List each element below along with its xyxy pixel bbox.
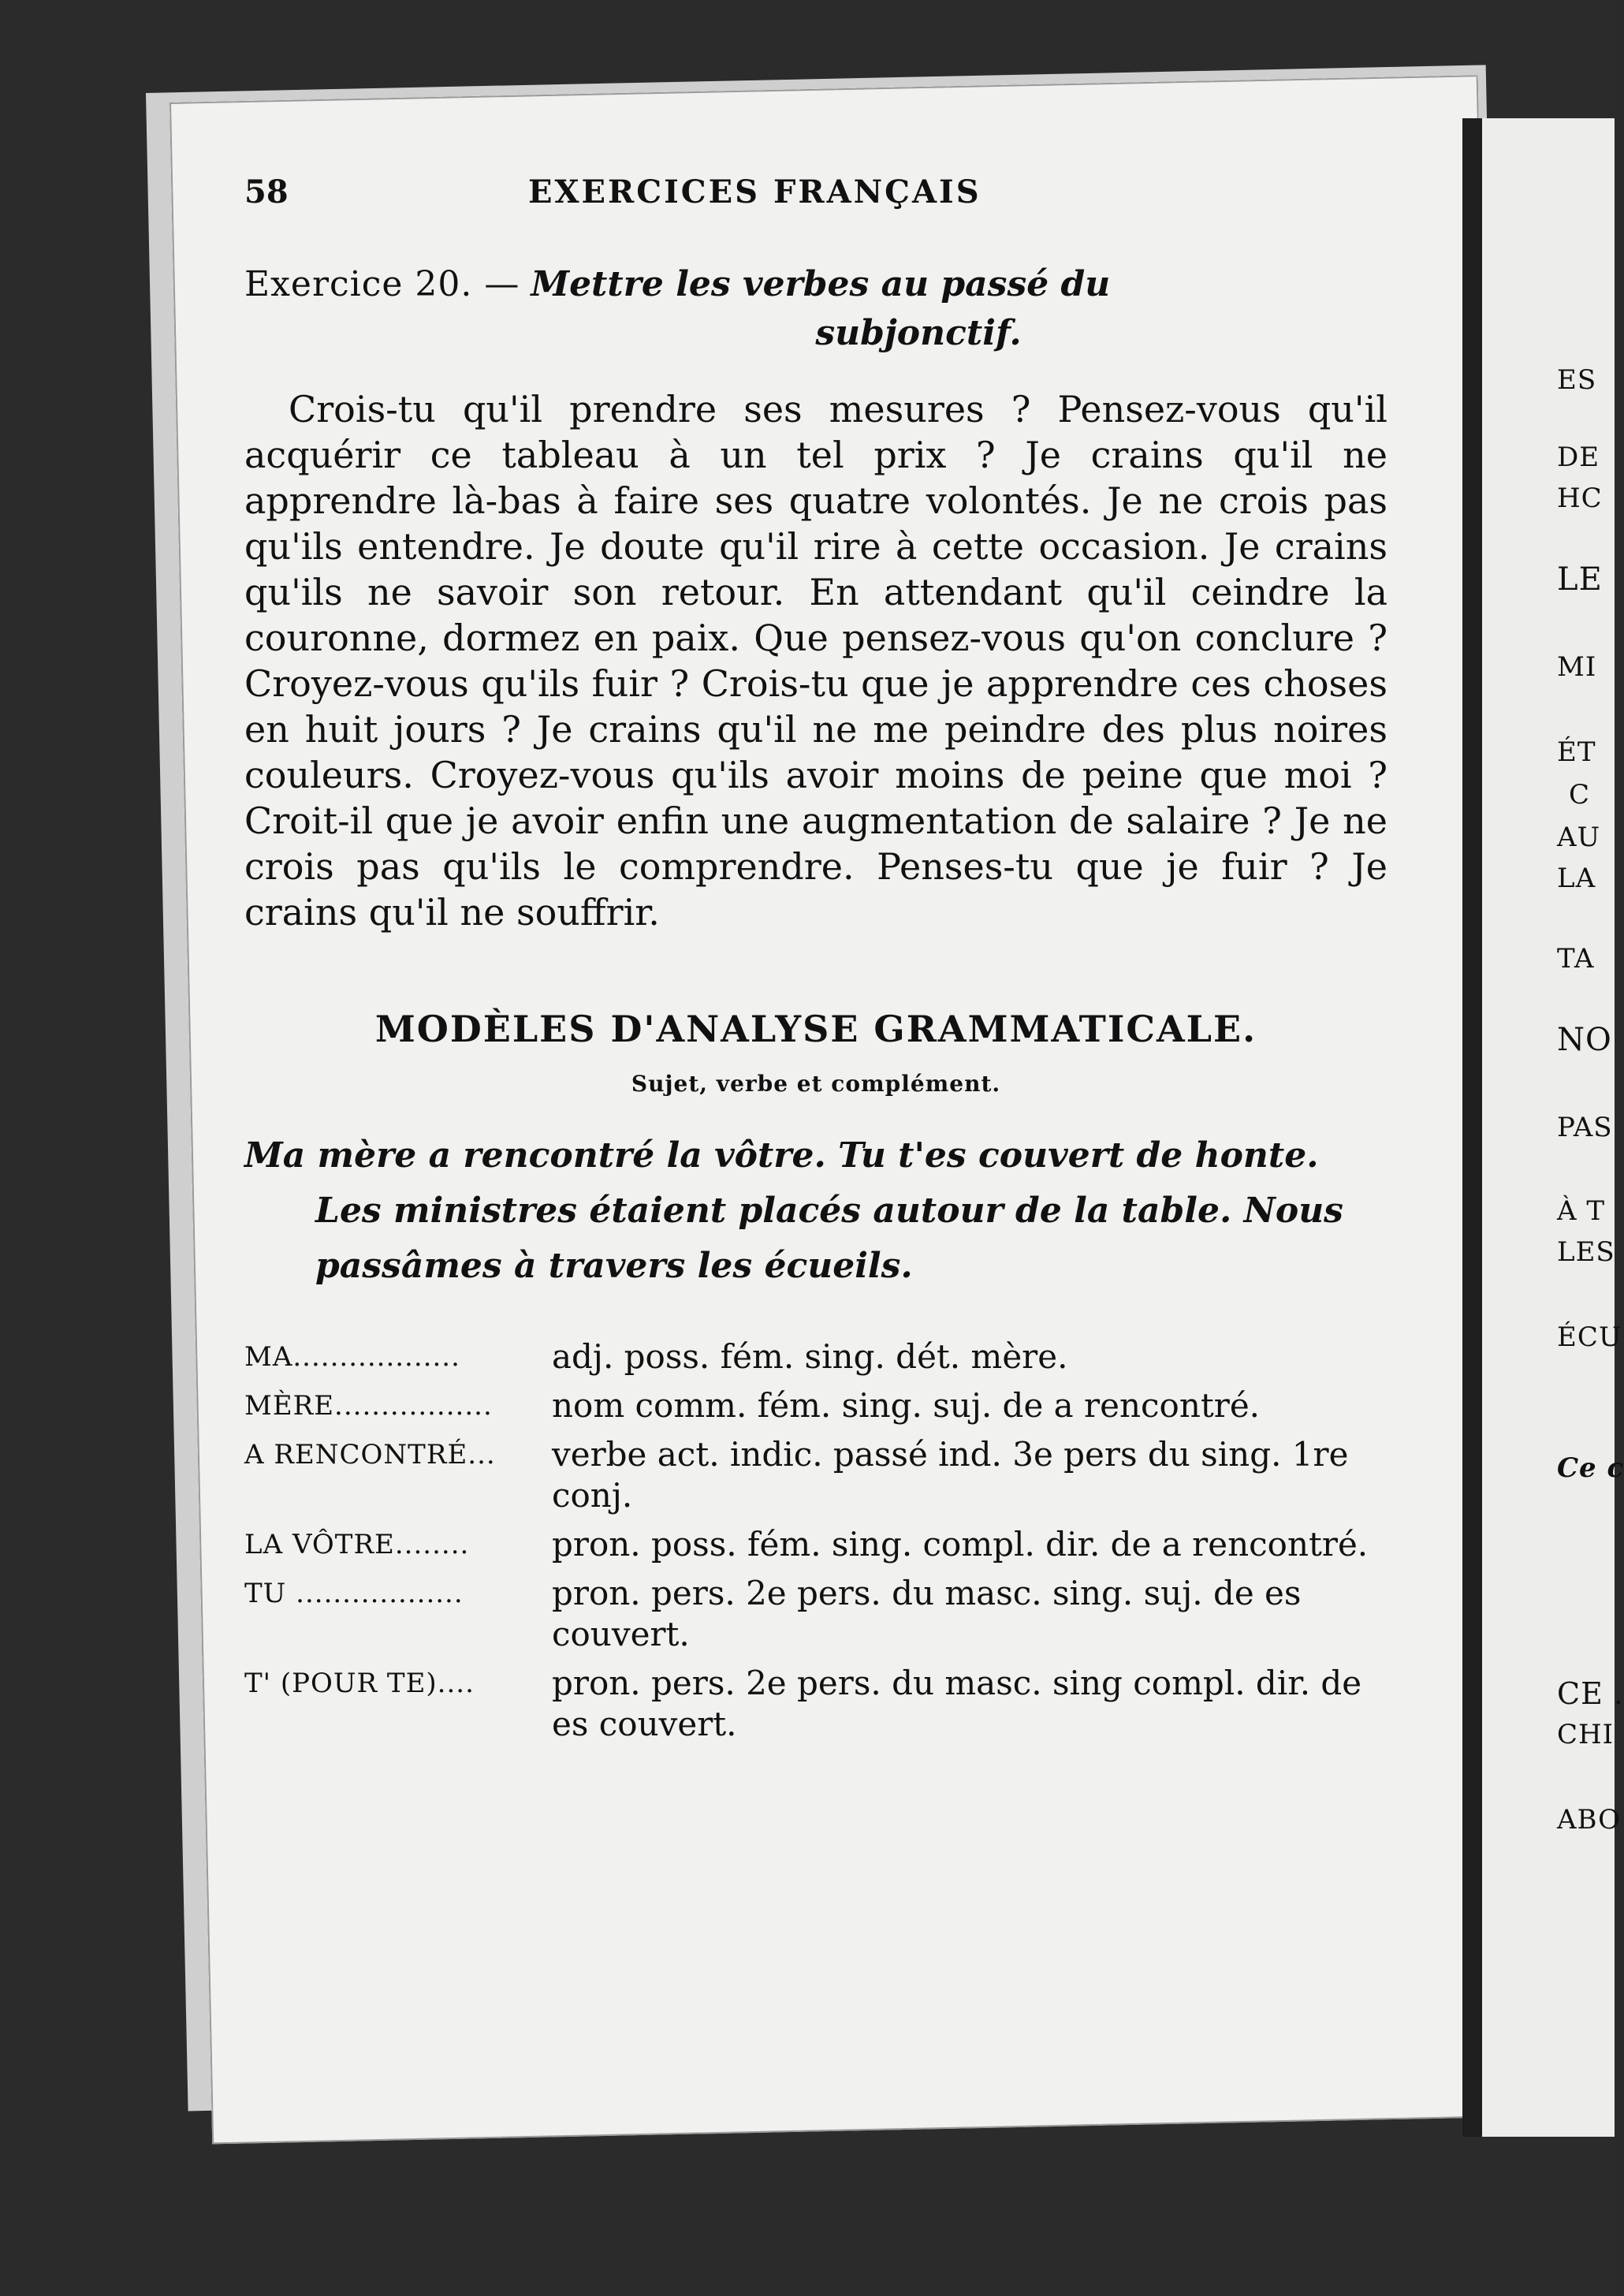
right-fragment: NO xyxy=(1557,1022,1612,1058)
analysis-row xyxy=(244,1434,1387,1516)
right-fragment: C xyxy=(1569,779,1591,811)
analysis-table xyxy=(244,1336,1387,1745)
right-fragment: ES xyxy=(1557,364,1597,396)
right-fragment: ABO xyxy=(1557,1804,1622,1836)
right-fragment: ÉCU xyxy=(1557,1321,1622,1353)
right-fragment: PAS xyxy=(1557,1112,1613,1143)
analysis-term: LA VÔTRE........ xyxy=(244,1529,470,1560)
running-header xyxy=(244,173,1387,252)
exercise-heading xyxy=(244,260,1387,358)
analysis-row xyxy=(244,1663,1387,1745)
right-fragment: CHI xyxy=(1557,1719,1615,1750)
analysis-row xyxy=(244,1336,1387,1377)
right-fragment: Ce c xyxy=(1557,1452,1624,1484)
analysis-row xyxy=(244,1385,1387,1426)
running-title: EXERCICES FRANÇAIS xyxy=(528,173,981,211)
analysis-definition: pron. poss. fém. sing. compl. dir. de a rencontré. xyxy=(552,1525,1369,1564)
right-fragment: LES xyxy=(1557,1236,1615,1268)
right-fragment: LA xyxy=(1557,863,1596,894)
analysis-definition: verbe act. indic. passé ind. 3e pers du sing. 1re conj. xyxy=(552,1435,1349,1515)
analysis-definition: nom comm. fém. sing. suj. de a rencontré. xyxy=(552,1386,1261,1425)
analysis-term: MA.................. xyxy=(244,1341,460,1373)
right-fragment: À T xyxy=(1557,1195,1606,1227)
analysis-definition: pron. pers. 2e pers. du masc. sing. suj. de es couvert. xyxy=(552,1574,1302,1653)
exercise-instruction: Mettre les verbes au passé du xyxy=(531,264,1111,304)
right-fragment: LE xyxy=(1557,561,1603,598)
exercise-text: Crois-tu qu'il prendre ses mesures ? Pensez-vous qu'il acquérir ce tableau à un tel prix ? Je crains qu'il ne apprendre là-bas à faire ses quatre volontés. Je ne crois pas qu'ils entendre. Je doute qu'il rire à cette occasion. Je crains qu'ils ne savoir son retour. En attendant qu'il ceindre la couronne, dormez en paix. Que pensez-vous qu'on conclure ? Croyez-vous qu'ils fuir ? Crois-tu que je apprendre ces choses en huit jours ? Je crains qu'il ne me peindre des plus noires couleurs. Croyez-vous qu'ils avoir moins de peine que moi ? Croit-il que je avoir enfin une augmentation de salaire ? Je ne crois pas qu'ils le comprendre. Penses-tu que je fuir ? Je crains qu'il ne souffrir. xyxy=(244,388,1387,934)
analysis-row xyxy=(244,1573,1387,1655)
page-content xyxy=(244,173,1387,1753)
page-number: 58 xyxy=(244,173,289,211)
right-fragment: MI xyxy=(1557,651,1597,683)
analysis-row xyxy=(244,1524,1387,1565)
analysis-definition: pron. pers. 2e pers. du masc. sing compl. dir. de es couvert. xyxy=(552,1664,1362,1743)
analysis-term: MÈRE................. xyxy=(244,1390,493,1422)
right-fragment: AU xyxy=(1557,822,1601,853)
right-fragment: DE xyxy=(1557,442,1600,473)
book-gutter xyxy=(1462,118,1484,2137)
exercise-label: Exercice 20. — xyxy=(244,264,520,304)
section-title: MODÈLES D'ANALYSE GRAMMATICALE. xyxy=(374,1008,1257,1050)
right-fragment: ÉT xyxy=(1557,736,1596,768)
analysis-term: T' (POUR TE).... xyxy=(244,1668,475,1699)
analysis-term: A RENCONTRÉ... xyxy=(244,1439,496,1470)
exercise-instruction-cont: subjonctif. xyxy=(815,313,1022,353)
right-fragment: TA xyxy=(1557,943,1595,975)
analysis-term: TU .................. xyxy=(244,1578,464,1609)
analysis-definition: adj. poss. fém. sing. dét. mère. xyxy=(552,1337,1068,1376)
right-fragment: CE . xyxy=(1557,1676,1624,1711)
section-subtitle: Sujet, verbe et complément. xyxy=(631,1071,1001,1097)
example-sentences: Ma mère a rencontré la vôtre. Tu t'es couvert de honte. Les ministres étaient placés autour de la table. Nous passâmes à travers les écueils. xyxy=(244,1135,1343,1286)
right-fragment: HC xyxy=(1557,483,1603,514)
